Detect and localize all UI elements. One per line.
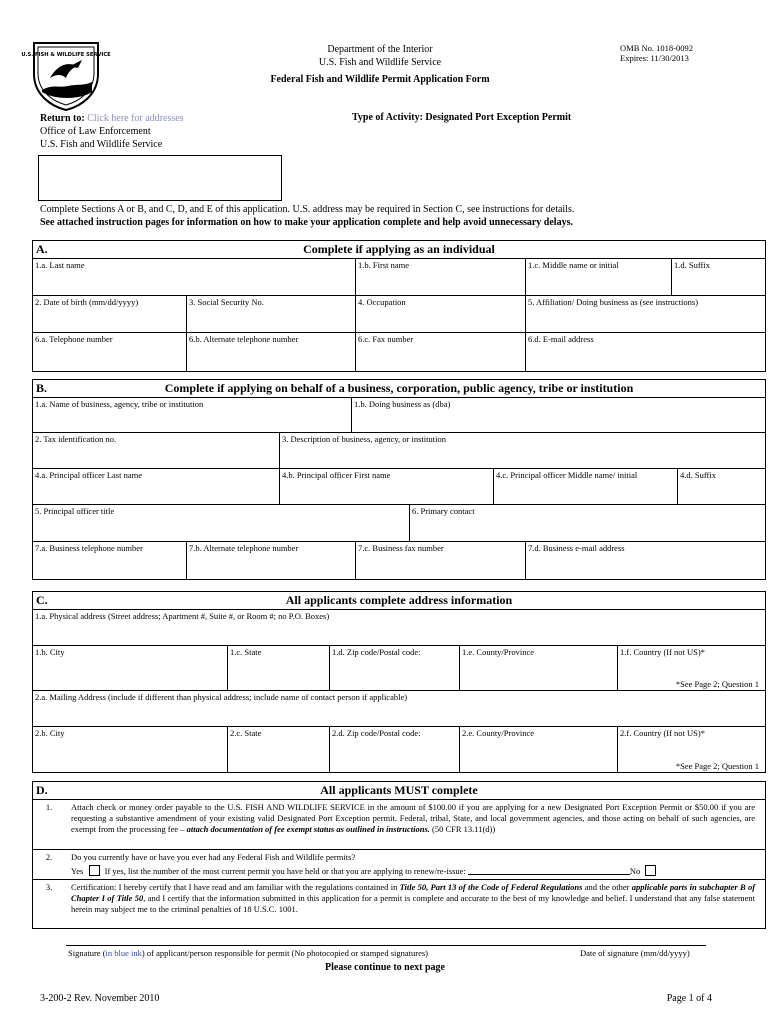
mailing-country-field[interactable] — [617, 727, 765, 772]
permit-question: Do you currently have or have you ever had any Federal Fish and Wildlife permits? — [71, 852, 356, 862]
yes-label: Yes — [71, 866, 84, 876]
business-alt-telephone-field[interactable]: 7.b. Alternate telephone number — [186, 542, 355, 579]
question-3 — [33, 880, 765, 928]
certification-part-a: Certification: I hereby certify that I have read and am familiar with the regulations contained in — [71, 882, 398, 892]
service-name: U.S. Fish and Wildlife Service — [318, 57, 442, 68]
page-number: Page 1 of 4 — [666, 993, 712, 1004]
mailing-city-field[interactable]: 2.b. City — [35, 728, 65, 738]
alt-telephone-field[interactable]: 6.b. Alternate telephone number — [186, 333, 355, 371]
section-c — [32, 591, 766, 773]
instructions-line2: See attached instruction pages for information on how to make your application complete and help avoid unnecessary delays. — [40, 217, 573, 228]
section-letter: A. — [36, 242, 48, 256]
form-number: 3-200-2 Rev. November 2010 — [40, 993, 160, 1004]
mailing-state-field[interactable]: 2.c. State — [227, 727, 329, 772]
suffix-field[interactable]: 1.d. Suffix — [671, 259, 765, 295]
business-name-field[interactable]: 1.a. Name of business, agency, tribe or institution — [35, 399, 204, 409]
business-telephone-field[interactable]: 7.a. Business telephone number — [35, 543, 143, 553]
instructions — [40, 203, 740, 229]
form-title: Federal Fish and Wildlife Permit Application Form — [270, 74, 490, 85]
country-label: 1.f. Country (If not US)* — [620, 647, 705, 657]
return-address-field[interactable] — [38, 155, 282, 201]
ssn-field[interactable]: 3. Social Security No. — [186, 296, 355, 332]
officer-suffix-field[interactable]: 4.d. Suffix — [677, 469, 765, 504]
no-checkbox[interactable] — [645, 865, 656, 876]
question-2 — [33, 850, 765, 880]
section-c-header — [33, 592, 765, 610]
city-field[interactable]: 1.b. City — [35, 647, 65, 657]
officer-title-field[interactable]: 5. Principal officer title — [35, 506, 115, 516]
return-office: Office of Law Enforcement — [40, 126, 151, 137]
fax-field[interactable]: 6.c. Fax number — [355, 333, 525, 371]
signature-label-post: ) of applicant/person responsible for permit (No photocopied or stamped signatures) — [141, 948, 428, 958]
fee-exempt-note: attach documentation of fee exempt status as outlined in instructions. — [186, 824, 430, 834]
logo-text: U.S. FISH & WILDLIFE SERVICE — [21, 52, 111, 58]
certification-text — [71, 882, 755, 915]
occupation-field[interactable]: 4. Occupation — [355, 296, 525, 332]
question-1 — [33, 800, 765, 850]
physical-address-field[interactable]: 1.a. Physical address (Street address; Apartment #, Suite #, or Room #; no P.O. Boxes) — [35, 611, 330, 621]
cfr-citation: (50 CFR 13.11(d)) — [432, 824, 496, 834]
business-fax-field[interactable]: 7.c. Business fax number — [355, 542, 525, 579]
mailing-country-label: 2.f. Country (If not US)* — [620, 728, 705, 738]
section-d — [32, 781, 766, 929]
section-title: All applicants MUST complete — [320, 783, 478, 797]
question-number: 3. — [45, 882, 53, 892]
fee-text: Attach check or money order payable to the U.S. FISH AND WILDLIFE SERVICE in the amount of $100.00 if you are applying for a new Designated Port Exception Permit or $50.00 if you are requesting a substantive amendment of your existing valid Designated Port Exception permit. Federal, tribal, State, and local government agencies, and those acting on behalf of such agencies, are exempt from the processing fee – — [71, 802, 755, 834]
blue-ink-text: in blue ink — [105, 948, 142, 958]
address-link[interactable]: Click here for addresses — [87, 113, 184, 124]
signature-line[interactable] — [66, 945, 706, 946]
last-name-field[interactable]: 1.a. Last name — [35, 260, 85, 270]
affiliation-field[interactable]: 5. Affiliation/ Doing business as (see instructions) — [525, 296, 765, 332]
section-a-header — [33, 241, 765, 259]
question-2-text — [71, 852, 755, 877]
section-letter: B. — [36, 381, 48, 395]
section-a — [32, 240, 766, 372]
instructions-line1: Complete Sections A or B, and C, D, and E of this application. U.S. address may be required in Section C, see instructions for details. — [40, 204, 575, 215]
business-description-field[interactable]: 3. Description of business, agency, or institution — [279, 433, 765, 468]
mailing-address-field[interactable]: 2.a. Mailing Address (include if different than physical address; include name of contact person if applicable) — [35, 692, 408, 702]
permit-number-prompt: If yes, list the number of the most current permit you have held or that you are applying to renew/re-issue: — [104, 866, 466, 876]
section-letter: C. — [36, 593, 48, 607]
officer-middle-name-field[interactable]: 4.c. Principal officer Middle name/ initial — [493, 469, 677, 504]
section-title: Complete if applying as an individual — [303, 242, 495, 256]
mailing-country-note: *See Page 2; Question 1 — [675, 761, 759, 771]
zip-code-field[interactable]: 1.d. Zip code/Postal code: — [329, 646, 459, 690]
mailing-zip-field[interactable]: 2.d. Zip code/Postal code: — [329, 727, 459, 772]
signature-label-pre: Signature ( — [68, 948, 106, 958]
section-d-header — [33, 782, 765, 800]
signature-date-label: Date of signature (mm/dd/yyyy) — [580, 948, 690, 958]
country-field[interactable] — [617, 646, 765, 690]
continue-notice: Please continue to next page — [325, 962, 445, 973]
section-title: Complete if applying on behalf of a business, corporation, public agency, tribe or institution — [164, 381, 634, 395]
date-of-birth-field[interactable]: 2. Date of birth (mm/dd/yyyy) — [35, 297, 139, 307]
officer-first-name-field[interactable]: 4.b. Principal officer First name — [279, 469, 493, 504]
signature-label — [68, 948, 428, 958]
section-letter: D. — [36, 783, 48, 797]
question-number: 2. — [45, 852, 53, 862]
middle-name-field[interactable]: 1.c. Middle name or initial — [525, 259, 671, 295]
country-note: *See Page 2; Question 1 — [675, 679, 759, 689]
county-field[interactable]: 1.e. County/Province — [459, 646, 617, 690]
certification-part-c: and the other — [584, 882, 630, 892]
telephone-field[interactable]: 6.a. Telephone number — [35, 334, 113, 344]
mailing-county-field[interactable]: 2.e. County/Province — [459, 727, 617, 772]
department-name: Department of the Interior — [327, 44, 433, 55]
yes-checkbox[interactable] — [89, 865, 100, 876]
state-field[interactable]: 1.c. State — [227, 646, 329, 690]
business-email-field[interactable]: 7.d. Business e-mail address — [525, 542, 765, 579]
section-b — [32, 379, 766, 580]
no-label: No — [629, 866, 641, 876]
certification-subchapter: applicable parts in subchapter B of Chapter I of Title 50 — [71, 882, 756, 903]
return-to-block — [40, 112, 184, 151]
question-number: 1. — [45, 802, 53, 812]
permit-number-field[interactable] — [468, 866, 630, 875]
section-title: All applicants complete address information — [285, 593, 513, 607]
certification-part-e: , and I certify that the information submitted in this application for a permit is complete and accurate to the best of my knowledge and belief. I understand that any false statement herein may subject me to the criminal penalties of 18 U.S.C. 1001. — [71, 893, 755, 914]
certification-cfr: Title 50, Part 13 of the Code of Federal Regulations — [399, 882, 583, 892]
question-1-text — [71, 802, 755, 835]
first-name-field[interactable]: 1.b. First name — [355, 259, 525, 295]
omb-number: OMB No. 1018-0092 — [620, 43, 693, 53]
return-service: U.S. Fish and Wildlife Service — [40, 139, 163, 150]
primary-contact-field[interactable]: 6. Primary contact — [409, 505, 765, 541]
dba-field[interactable]: 1.b. Doing business as (dba) — [351, 398, 765, 432]
expiration-date: Expires: 11/30/2013 — [620, 53, 689, 63]
return-to-label: Return to: — [40, 113, 85, 124]
usfws-logo — [21, 40, 111, 112]
section-b-header — [33, 380, 765, 398]
tax-id-field[interactable]: 2. Tax identification no. — [35, 434, 117, 444]
activity-type: Type of Activity: Designated Port Exception Permit — [352, 112, 572, 123]
officer-last-name-field[interactable]: 4.a. Principal officer Last name — [35, 470, 142, 480]
email-field[interactable]: 6.d. E-mail address — [525, 333, 765, 371]
